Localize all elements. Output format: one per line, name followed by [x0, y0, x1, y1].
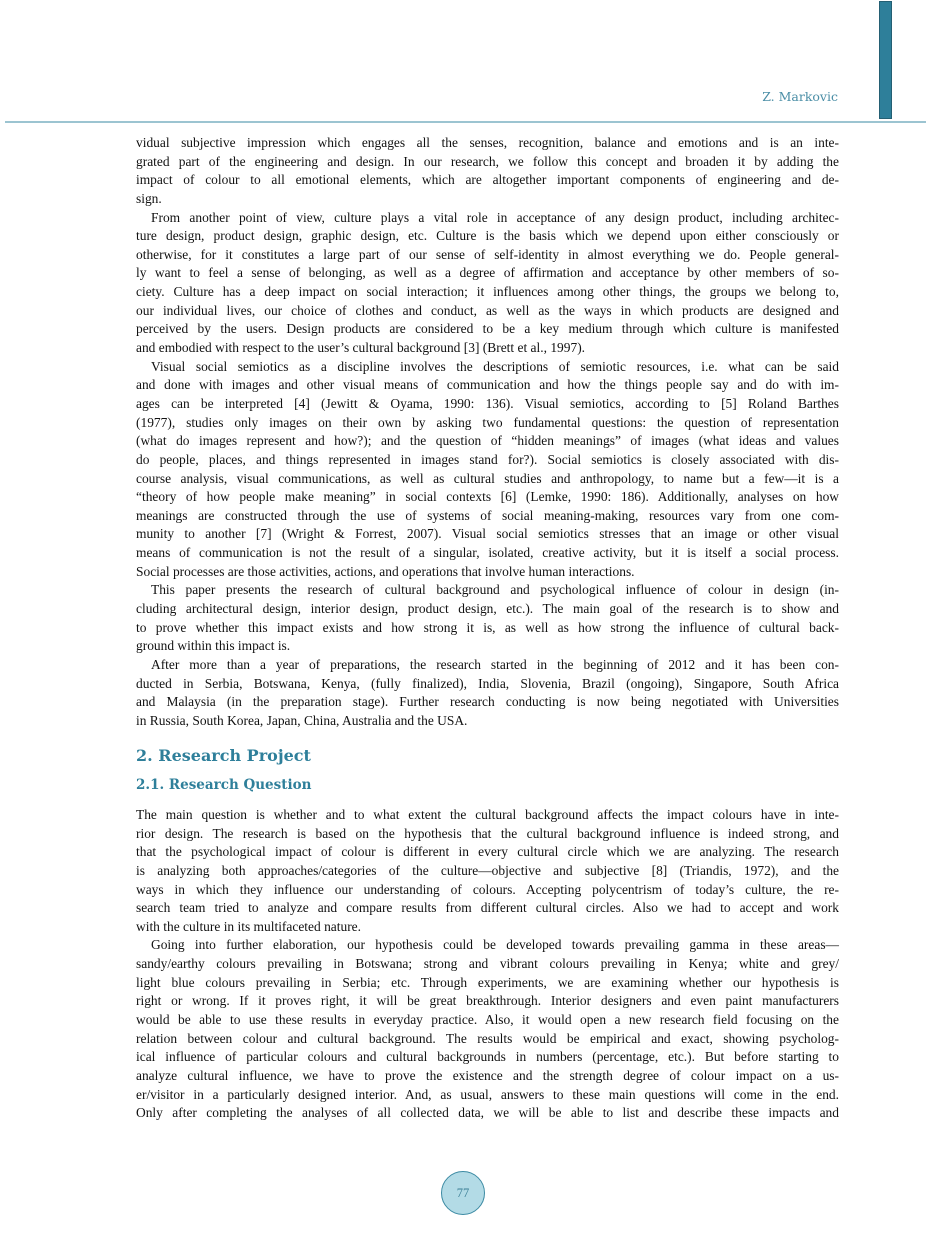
text-line: ways in which they influence our understanding of colours. Accepting polycentrism of today’s culture, the re-	[136, 881, 839, 897]
text-line: vidual subjective impression which engages all the senses, recognition, balance and emotions and is an inte-	[136, 135, 839, 150]
body-text-section-intro	[136, 134, 839, 731]
text-line: perceived by the users. Design products are considered to be a key medium through which culture is manifested	[136, 321, 839, 337]
text-line: Going into further elaboration, our hypothesis could be developed towards prevailing gamma in these areas—	[151, 937, 839, 953]
text-line: search team tried to analyze and compare results from different cultural circles. Also we had to accept and work	[136, 900, 839, 916]
text-line: that the psychological impact of colour is different in every cultural circle which we are analyzing. The research	[136, 844, 839, 860]
text-line: ture design, product design, graphic design, etc. Culture is the basis which we depend upon either consciously or	[136, 228, 839, 244]
text-line: to prove whether this impact exists and how strong it is, as well as how strong the influence of cultural back-	[136, 619, 839, 635]
text-line: munity to another [7] (Wright & Forrest, 2007). Visual social semiotics stresses that an image or other visual	[136, 526, 839, 542]
subsection-heading: 2.1. Research Question	[136, 777, 312, 793]
text-line: do people, places, and things represented in images stand for?). Social semiotics is closely associated with dis-	[136, 451, 839, 467]
text-line: means of communication is not the result of a singular, isolated, creative activity, but it is itself a social process.	[136, 545, 839, 561]
paragraph	[136, 656, 839, 731]
text-line: Only after completing the analyses of all collected data, we will be able to list and describe these impacts and	[136, 1105, 839, 1121]
paragraph	[136, 806, 839, 936]
running-header-author: Z. Markovic	[762, 89, 838, 104]
text-line: relation between colour and cultural background. The results would be empirical and exact, showing psycholog-	[136, 1030, 839, 1046]
paragraph	[136, 358, 839, 582]
text-line: Social processes are those activities, actions, and operations that involve human interactions.	[136, 563, 635, 579]
text-line: grated part of the engineering and design. In our research, we follow this concept and broaden it by adding the	[136, 153, 839, 169]
text-line: ical influence of particular colours and cultural backgrounds in numbers (percentage, etc.). But before starting to	[136, 1049, 839, 1065]
body-text-research-question	[136, 806, 839, 1123]
paragraph	[136, 134, 839, 209]
text-line: The main question is whether and to what extent the cultural background affects the impact colours have in inte-	[136, 807, 839, 822]
text-line: (1977), studies only images on their own by asking two fundamental questions: the question of representation	[136, 414, 839, 430]
text-line: light blue colours prevailing in Serbia; etc. Through experiments, we are examining whether our hypothesis is	[136, 974, 839, 990]
text-line: and done with images and other visual means of communication and how the things people say and do with im-	[136, 377, 839, 393]
text-line: Visual social semiotics as a discipline involves the descriptions of semiotic resources, i.e. what can be said	[151, 358, 839, 374]
text-line: sign.	[136, 190, 162, 206]
text-line: with the culture in its multifaceted nature.	[136, 918, 362, 934]
text-line: and embodied with respect to the user’s cultural background [3] (Brett et al., 1997).	[136, 340, 586, 356]
text-line: ly want to feel a sense of belonging, as well as a degree of affirmation and acceptance by other members of so-	[136, 265, 839, 281]
text-line: From another point of view, culture plays a vital role in acceptance of any design product, including architec-	[151, 209, 839, 225]
text-line: course analysis, visual communications, as well as cultural studies and anthropology, to name but a few—it is a	[136, 470, 839, 486]
text-line: would be able to use these results in everyday practice. Also, it would open a new research field focusing on the	[136, 1012, 839, 1028]
text-line: sandy/earthy colours prevailing in Botswana; strong and vibrant colours prevailing in Kenya; white and grey/	[136, 956, 839, 972]
text-line: otherwise, for it constitutes a large part of our sense of self-identity in almost everything we do. People general-	[136, 246, 839, 262]
text-line: After more than a year of preparations, the research started in the beginning of 2012 and it has been con-	[151, 656, 839, 672]
text-line: cluding architectural design, interior design, product design, etc.). The main goal of the research is to show and	[136, 601, 839, 617]
header-rule	[5, 121, 926, 123]
section-heading: 2. Research Project	[136, 746, 311, 765]
page-number: 77	[441, 1171, 485, 1215]
paragraph	[136, 209, 839, 358]
text-line: rior design. The research is based on the hypothesis that the cultural background influence is indeed strong, and	[136, 825, 839, 841]
text-line: and Malaysia (in the preparation stage). Further research conducting is now being negotiated with Universities	[136, 694, 839, 710]
text-line: This paper presents the research of cultural background and psychological influence of colour in design (in-	[151, 582, 839, 598]
paragraph	[136, 936, 839, 1122]
paragraph	[136, 581, 839, 656]
text-line: ciety. Culture has a deep impact on social interaction; it influences among other things, the groups we belong to,	[136, 284, 839, 300]
text-line: analyze cultural influence, we have to prove the existence and the strength degree of colour impact on a us-	[136, 1067, 839, 1083]
text-line: er/visitor in a particularly designed interior. And, as usual, answers to these main questions will come in the end.	[136, 1086, 839, 1102]
text-line: right or wrong. If it proves right, it will be great breakthrough. Interior designers and even paint manufacturers	[136, 993, 839, 1009]
text-line: ducted in Serbia, Botswana, Kenya, (fully finalized), India, Slovenia, Brazil (ongoing), Singapore, South Africa	[136, 675, 839, 691]
text-line: ground within this impact is.	[136, 638, 291, 654]
header-accent-bar	[879, 1, 892, 119]
text-line: our individual lives, our choice of clothes and conduct, as well as the ways in which products are designed and	[136, 302, 839, 318]
text-line: impact of colour to all emotional elements, which are altogether important components of engineering and de-	[136, 172, 839, 188]
text-line: in Russia, South Korea, Japan, China, Australia and the USA.	[136, 712, 468, 728]
text-line: (what do images represent and how?); and the question of “hidden meanings” of images (what ideas and values	[136, 433, 839, 449]
text-line: “theory of how people make meaning” in social contexts [6] (Lemke, 1990: 186). Additionally, analyses on how	[136, 489, 839, 505]
text-line: ages can be interpreted [4] (Jewitt & Oyama, 1990: 136). Visual semiotics, according to [5] Roland Barthes	[136, 395, 839, 411]
text-line: is analyzing both approaches/categories of the culture—objective and subjective [8] (Triandis, 1972), and the	[136, 862, 839, 878]
text-line: meanings are constructed through the use of systems of social meaning-making, resources vary from one com-	[136, 507, 839, 523]
